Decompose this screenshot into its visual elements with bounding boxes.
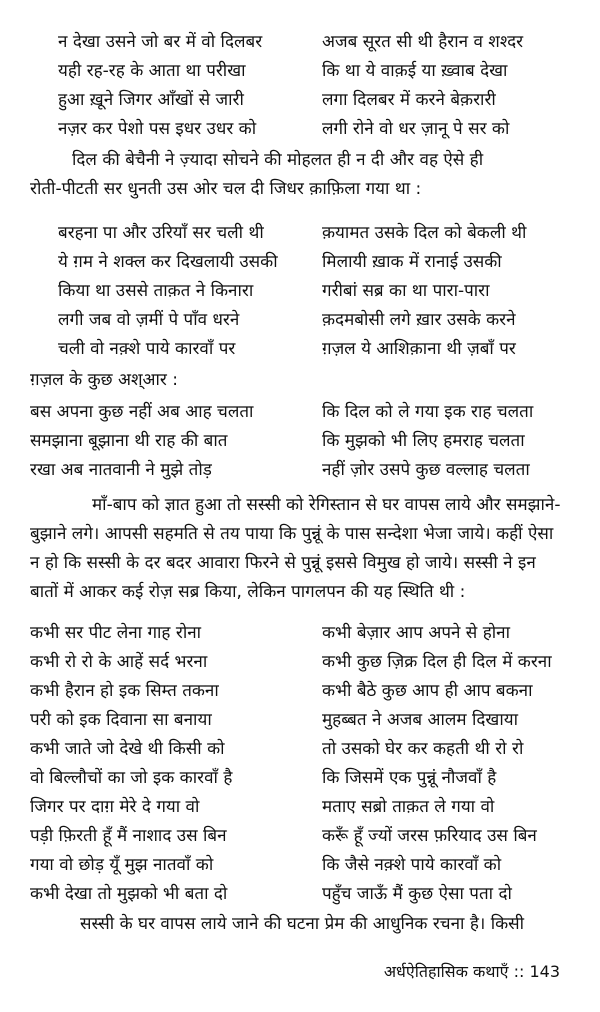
verse-line: गरीबां सब्र का था पारा-पारा [322, 281, 490, 301]
verse-line: लगा दिलबर में करने बेक़रारी [322, 90, 496, 110]
verse-line: परी को इक दिवाना सा बनाया [30, 710, 212, 730]
verse-line: कभी जाते जो देखे थी किसी को [30, 739, 225, 759]
verse-line: समझाना बूझाना थी राह की बात [30, 431, 228, 451]
verse-block-3 [0, 398, 600, 488]
verse-line: ये ग़म ने शक्ल कर दिखलायी उसकी [58, 252, 278, 272]
paragraph-line: बातों में आकर कई रोज़ सब्र किया, लेकिन पागलपन की यह स्थिति थी : [30, 582, 466, 602]
verse-line: बरहना पा और उरियाँ सर चली थी [58, 223, 264, 243]
heading-text: ग़ज़ल के कुछ अश्आर : [30, 370, 178, 390]
verse-right-column [322, 619, 580, 909]
paragraph-line: न हो कि सस्सी के दर बदर आवारा फिरने से पुन्नूं इससे विमुख हो जाये। सस्सी ने इन [30, 553, 536, 573]
verse-line: क़यामत उसके दिल को बेकली थी [322, 223, 527, 243]
verse-line: अजब सूरत सी थी हैरान व शश्दर [322, 32, 524, 52]
verse-line: कि दिल को ले गया इक राह चलता [322, 402, 534, 422]
verse-right-column [322, 219, 570, 364]
book-title: अर्धऐतिहासिक कथाएँ [383, 962, 509, 981]
verse-line: हुआ ख़ूने जिगर आँखों से जारी [58, 90, 244, 110]
verse-line: पड़ी फ़िरती हूँ मैं नाशाद उस बिन [30, 826, 227, 846]
verse-line: मिलायी ख़ाक में रानाई उसकी [322, 252, 502, 272]
verse-line: जिगर पर दाग़ मेरे दे गया वो [30, 797, 200, 817]
verse-block-4 [0, 619, 600, 914]
paragraph-3 [30, 910, 578, 939]
paragraph-line: रोती-पीटती सर धुनती उस ओर चल दी जिधर क़ाफ़िला गया था : [30, 179, 422, 199]
verse-line: लगी रोने वो धर ज़ानू पे सर को [322, 119, 510, 139]
verse-line: पहुँच जाऊँ मैं कुछ ऐसा पता दो [322, 884, 512, 904]
verse-line: नज़र कर पेशो पस इधर उधर को [58, 119, 257, 139]
verse-line: वो बिल्लौचों का जो इक कारवाँ है [30, 768, 233, 788]
verse-line: यही रह-रह के आता था परीखा [58, 61, 246, 81]
verse-line: कभी बेज़ार आप अपने से होना [322, 623, 510, 643]
verse-line: कभी हैरान हो इक सिम्त तकना [30, 681, 219, 701]
paragraph-line: बुझाने लगे। आपसी सहमति से तय पाया कि पुन्नूं के पास सन्देशा भेजा जाये। कहीं ऐसा [30, 524, 554, 544]
verse-left-column [58, 28, 303, 144]
verse-line: ग़ज़ल ये आशिक़ाना थी ज़बाँ पर [322, 339, 516, 359]
verse-line: कभी रो रो के आहें सर्द भरना [30, 652, 208, 672]
verse-left-column [30, 398, 295, 485]
verse-line: नहीं ज़ोर उसपे कुछ वल्लाह चलता [322, 460, 530, 480]
ghazal-heading [30, 366, 578, 395]
page-footer [384, 960, 560, 982]
verse-line: मताए सब्रो ताक़त ले गया वो [322, 797, 495, 817]
verse-line: कि जिसमें एक पुन्नूं नौजवाँ है [322, 768, 497, 788]
verse-line: क़दमबोसी लगे ख़ार उसके करने [322, 310, 516, 330]
verse-line: करूँ हूँ ज्यों जरस फ़रियाद उस बिन [322, 826, 537, 846]
verse-line: कभी बैठे कुछ आप ही आप बकना [322, 681, 533, 701]
verse-line: किया था उससे ताक़त ने किनारा [58, 281, 254, 301]
paragraph-2 [30, 491, 578, 607]
verse-left-column [30, 619, 298, 909]
page-number: 143 [529, 962, 560, 981]
verse-block-2 [0, 219, 600, 369]
verse-line: गया वो छोड़ यूँ मुझ नातवाँ को [30, 855, 214, 875]
paragraph-line: सस्सी के घर वापस लाये जाने की घटना प्रेम की आधुनिक रचना है। किसी [80, 914, 525, 934]
paragraph-line: माँ-बाप को ज्ञात हुआ तो सस्सी को रेगिस्तान से घर वापस लाये और समझाने- [92, 495, 561, 515]
verse-line: कि मुझको भी लिए हमराह चलता [322, 431, 525, 451]
verse-line: चली वो नक़्शे पाये कारवाँ पर [58, 339, 236, 359]
verse-block-1 [0, 28, 600, 148]
verse-left-column [58, 219, 303, 364]
paragraph-line: दिल की बेचैनी ने ज़्यादा सोचने की मोहलत ही न दी और वह ऐसे ही [72, 150, 484, 170]
verse-line: कि था ये वाक़ई या ख़्वाब देखा [322, 61, 508, 81]
verse-line: कभी सर पीट लेना गाह रोना [30, 623, 202, 643]
verse-line: लगी जब वो ज़मीं पे पाँव धरने [58, 310, 240, 330]
verse-line: कभी देखा तो मुझको भी बता दो [30, 884, 228, 904]
verse-line: तो उसको घेर कर कहती थी रो रो [322, 739, 524, 759]
verse-line: बस अपना कुछ नहीं अब आह चलता [30, 402, 254, 422]
verse-right-column [322, 28, 570, 144]
paragraph-1 [30, 146, 578, 204]
verse-line: कभी कुछ ज़िक्र दिल ही दिल में करना [322, 652, 552, 672]
verse-line: न देखा उसने जो बर में वो दिलबर [58, 32, 263, 52]
footer-separator: :: [513, 962, 525, 981]
verse-line: कि जैसे नक़्शे पाये कारवाँ को [322, 855, 502, 875]
verse-line: रखा अब नातवानी ने मुझे तोड़ [30, 460, 212, 480]
verse-right-column [322, 398, 580, 485]
verse-line: मुहब्बत ने अजब आलम दिखाया [322, 710, 519, 730]
